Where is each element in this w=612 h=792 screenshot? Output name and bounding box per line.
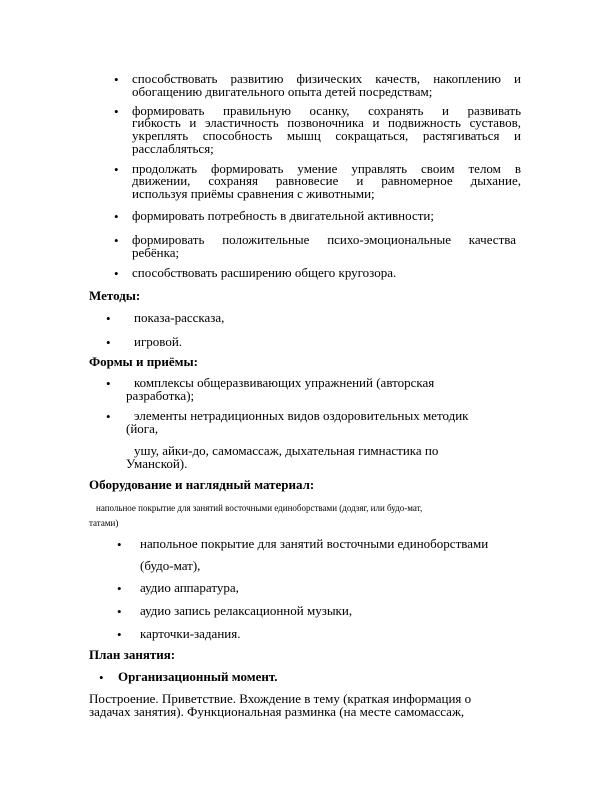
equipment-item-line: карточки-задания.: [140, 626, 241, 641]
equipment-item-line: аудио аппаратура,: [140, 580, 239, 595]
bullet: •: [117, 627, 122, 642]
goal-line: используя приёмы сравнения с животными;: [132, 186, 375, 201]
forms-item-line: разработка);: [126, 388, 195, 403]
goal-line: формировать правильную осанку, сохранять и развивать: [132, 103, 521, 118]
bullet: •: [117, 581, 122, 596]
equipment-item-line: аудио запись релаксационной музыки,: [140, 603, 353, 618]
bullet: •: [114, 209, 119, 224]
equipment-note-line: напольное покрытие для занятий восточными единоборствами (додзяг, или будо-мат,: [96, 503, 423, 513]
bullet: •: [106, 376, 111, 391]
bullet: •: [114, 233, 119, 248]
equipment-item-line: напольное покрытие для занятий восточными единоборствами: [140, 536, 489, 551]
goal-line: движении, сохраняя равновесие и равномерное дыхание,: [132, 173, 521, 188]
plan-paragraph-line: Построение. Приветствие. Вхождение в тему (краткая информация о: [89, 691, 472, 706]
bullet: •: [114, 104, 119, 119]
bullet: •: [117, 537, 122, 552]
goal-line: ребёнка;: [132, 245, 180, 260]
bullet: •: [99, 670, 104, 685]
goal-line: формировать потребность в двигательной активности;: [132, 208, 434, 223]
bullet: •: [106, 409, 111, 424]
forms-item-line: комплексы общеразвивающих упражнений (авторская: [134, 375, 435, 390]
bullet: •: [114, 72, 119, 87]
goal-line: способствовать расширению общего кругозора.: [132, 265, 397, 280]
forms-item-line: (йога,: [126, 421, 159, 436]
plan-heading: План занятия:: [89, 647, 176, 662]
goal-line: расслабляться;: [132, 141, 214, 156]
bullet: •: [106, 311, 111, 326]
goal-line: продолжать формировать умение управлять своим телом в: [132, 161, 521, 176]
plan-paragraph-line: задачах занятия). Функциональная разминка (на месте самомассаж,: [89, 704, 465, 719]
bullet: •: [106, 335, 111, 350]
bullet: •: [114, 266, 119, 281]
forms-heading: Формы и приёмы:: [89, 354, 199, 369]
equipment-note-line: татами): [89, 518, 119, 528]
forms-item-line: элементы нетрадиционных видов оздоровительных методик: [134, 408, 469, 423]
bullet: •: [117, 604, 122, 619]
methods-heading: Методы:: [89, 288, 141, 303]
goal-line: укреплять способность мышц сокращаться, растягиваться и: [132, 128, 521, 143]
forms-item-line: ушу, айки-до, самомассаж, дыхательная гимнастика по: [134, 443, 439, 458]
forms-item-line: Уманской).: [126, 456, 188, 471]
method-item: показа-рассказа,: [134, 310, 225, 325]
bullet: •: [114, 162, 119, 177]
plan-item: Организационный момент.: [118, 669, 278, 684]
method-item: игровой.: [134, 334, 183, 349]
equipment-heading: Оборудование и наглядный материал:: [89, 477, 315, 492]
goal-line: гибкость и эластичность позвоночника и подвижность суставов,: [132, 115, 521, 130]
goal-line: способствовать развитию физических качеств, накоплению и: [132, 71, 521, 86]
goal-line: обогащению двигательного опыта детей посредствам;: [132, 84, 433, 99]
equipment-item-line: (будо-мат),: [140, 558, 201, 573]
goal-line: формировать положительные психо-эмоциональные качества: [132, 232, 516, 247]
